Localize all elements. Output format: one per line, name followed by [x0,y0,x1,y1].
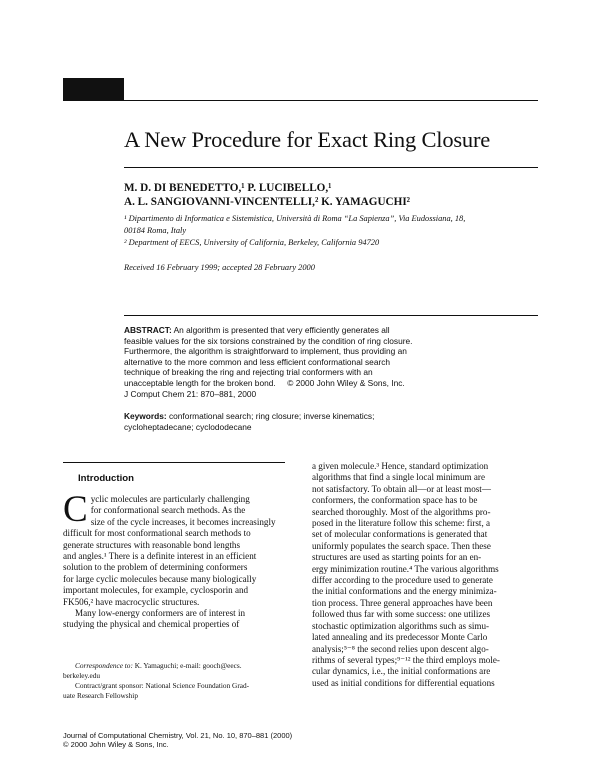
body-line: solution to the problem of determining conformers [63,562,248,573]
section-heading: Introduction [78,473,134,484]
journal-info [63,731,292,749]
body-line: used as initial conditions for differential equations [312,677,495,688]
body-line: for large cyclic molecules because many biologically [63,573,257,584]
grant-line-1: Contract/grant sponsor: National Science Foundation Grad- [75,681,250,690]
affiliations [124,213,544,249]
copyright-line: © 2000 John Wiley & Sons, Inc. [63,740,169,749]
body-line: and angles.¹ There is a definite interest in an efficient [63,551,257,562]
keywords-line-2: cycloheptadecane; cyclododecane [124,421,252,432]
body-line: yclic molecules are particularly challenging [90,494,250,504]
affiliation-1: ¹ Dipartimento di Informatica e Sistemistica, Università di Roma “La Sapienza”, Via Eudossiana, 18, [124,214,466,223]
correspondence-label: Correspondence to: [75,661,133,670]
body-line: lated annealing and its predecessor Monte Carlo [312,632,488,643]
section-rule [63,462,285,463]
body-line: conformers, the conformation space has to be [312,495,478,506]
abstract-line: ABSTRACT: An algorithm is presented that very efficiently generates all [124,325,390,335]
body-line: generate structures with reasonable bond lengths [63,539,241,550]
grant-line-2: uate Research Fellowship [63,691,138,700]
abstract-line: technique of breaking the ring and rejecting trial conformers with an [124,367,373,378]
body-line: ergy minimization routine.⁴ The various algorithms [312,563,499,574]
abstract-line: J Comput Chem 21: 870–881, 2000 [124,388,257,399]
paper-title: A New Procedure for Exact Ring Closure [124,127,491,152]
journal-citation: Journal of Computational Chemistry, Vol. 21, No. 10, 870–881 (2000) [63,731,293,740]
body-line: difficult for most conformational search methods to [63,528,251,539]
keywords-line-1: conformational search; ring closure; inverse kinematics; [166,411,375,421]
body-line: Many low-energy conformers are of interest in [75,608,246,619]
body-line: analysis;⁵⁻⁸ the second relies upon descent algo- [312,643,489,654]
body-line: a given molecule.³ Hence, standard optimization [312,461,489,471]
correspondence-line-2: berkeley.edu [63,671,101,680]
footnotes [63,661,285,701]
keywords-label: Keywords: [124,411,167,421]
author-line-1: M. D. DI BENEDETTO,¹ P. LUCIBELLO,¹ [124,182,332,194]
body-line: set of molecular conformations is generated that [312,529,488,540]
title-rule [124,167,538,168]
received-dates: Received 16 February 1999; accepted 28 February 2000 [124,263,315,272]
body-line: not satisfactory. To obtain all—or at least most— [312,483,491,494]
body-line: studying the physical and chemical properties of [63,619,240,630]
abstract-line: unacceptable length for the broken bond. © 2000 John Wiley & Sons, Inc. [124,377,405,388]
keywords [124,411,484,432]
abstract-rule [124,315,538,316]
right-column [312,461,537,689]
abstract-line: feasible values for the six torsions constrained by the condition of ring closure. [124,335,413,346]
body-line: FK506,² have macrocyclic structures. [63,596,200,607]
author-line-2: A. L. SANGIOVANNI-VINCENTELLI,² K. YAMAGUCHI² [124,196,411,208]
body-line: uniformly populates the search space. Then these [312,540,491,551]
abstract-line: alternative to the more common and less efficient conformational search [124,356,391,367]
affiliation-1-cont: 00184 Roma, Italy [124,226,187,235]
drop-cap: C [63,489,88,530]
body-line: structures are used as starting points for an en- [312,552,482,563]
body-line: size of the cycle increases, it becomes increasingly [90,516,276,527]
body-line: algorithms that find a single local minimum are [312,472,485,483]
body-line: for conformational search methods. As the [90,505,246,516]
body-line: differ according to the procedure used to generate [312,575,493,586]
body-line: cular dynamics, i.e., the initial conformations are [312,666,491,677]
body-line: searched thoroughly. Most of the algorithms pro- [312,506,491,517]
header-black-bar [63,78,124,100]
abstract-line: Furthermore, the algorithm is straightforward to implement, thus providing an [124,346,407,357]
left-column [63,489,285,631]
body-line: the initial conformations and the energy minimiza- [312,586,497,597]
body-line: followed thus far with some success: one utilizes [312,609,491,620]
body-line: rithms of several types;⁹⁻¹² the third employs mole- [312,654,500,665]
body-line: posed in the literature follow this scheme: first, a [312,518,491,529]
affiliation-2: ² Department of EECS, University of California, Berkeley, California 94720 [124,238,380,247]
header-rule [63,100,538,101]
body-line: stochastic optimization algorithms such as simu- [312,620,490,631]
abstract-label: ABSTRACT: [124,325,172,335]
correspondence-text: K. Yamaguchi; e-mail: gooch@eecs. [132,661,242,670]
abstract [124,325,479,399]
body-line: important molecules, for example, cyclosporin and [63,585,249,596]
author-list [124,181,410,209]
body-line: tion process. Three general approaches have been [312,597,493,608]
